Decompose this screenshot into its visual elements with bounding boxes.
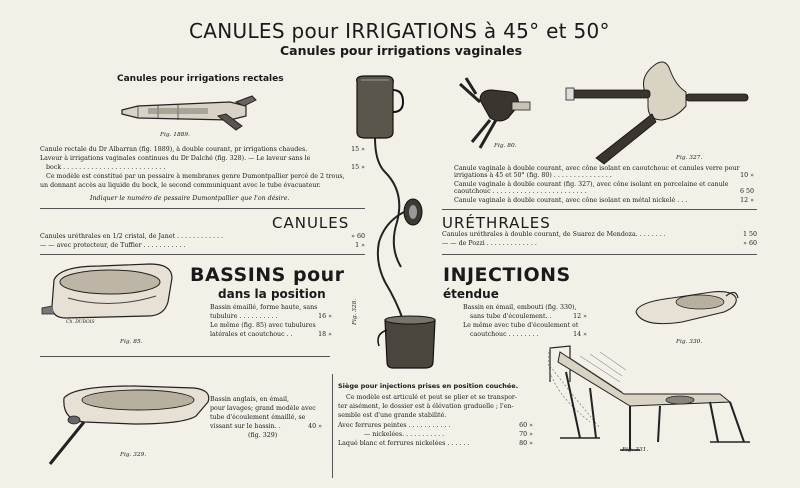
bassin-fig330-illustration bbox=[632, 284, 742, 329]
rectales-line-3: bock . . . . . . . . . . . . . . . . . . . . . . . . . . 15 » bbox=[46, 164, 365, 171]
fig-327-caption: Fig. 327. bbox=[676, 155, 703, 161]
rectales-line-1: Canule rectale du Dr Albarran (fig. 1889), à double courant, pr irrigations chaudes. 15 » bbox=[40, 146, 365, 153]
injections-line-1: Bassin en émail, embouti (fig. 330), bbox=[463, 304, 577, 311]
canule-fig327-illustration bbox=[566, 58, 756, 168]
vaginales-line-3: Canule vaginale à double courant (fig. 327), avec cône isolant en porcelaine et canule bbox=[454, 181, 729, 188]
bassins-subheading: dans la position bbox=[218, 287, 326, 301]
fig-85-caption: Fig. 85. bbox=[120, 339, 143, 345]
siege-line-3: semble est d'une grande stabilité. bbox=[338, 412, 447, 419]
divider-vertical bbox=[332, 374, 333, 478]
canule-fig80-illustration bbox=[450, 72, 540, 152]
urethrales-heading: URÉTHRALES bbox=[442, 214, 551, 232]
vaginales-line-2: irrigations à 45 et 50° (fig. 80) . . . . . . . . . . . . . . . 10 » bbox=[454, 172, 754, 179]
bassins-line-4: latérales et caoutchouc . . 18 » bbox=[210, 331, 332, 338]
siege-fig331-illustration bbox=[530, 342, 770, 462]
fig-331-caption: Fig. 331. bbox=[622, 447, 649, 453]
anglais-line-5: (fig. 329) bbox=[248, 432, 278, 439]
siege-line-4: Avec ferrures peintes . . . . . . . . . . . 60 » bbox=[338, 422, 533, 429]
signature-dubois: Ch. DUBOIS bbox=[66, 320, 95, 325]
injections-heading: INJECTIONS bbox=[443, 264, 571, 286]
rectales-line-2: Laveur à irrigations vaginales continues du Dr Dalché (fig. 328). — Le laveur sans le bbox=[40, 155, 311, 162]
fig-330-caption: Fig. 330. bbox=[676, 339, 703, 345]
canules-line-2: — — avec protecteur, de Tuffier . . . . . . . . . . . 1 » bbox=[40, 242, 365, 249]
fig-1889-caption: Fig. 1889. bbox=[160, 132, 190, 138]
siege-line-5: — nickelées. . . . . . . . . . . 70 » bbox=[364, 431, 533, 438]
vaginales-line-5: Canule vaginale à double courant, avec cône isolant en métal nickelé . . . 12 » bbox=[454, 197, 754, 204]
divider-left-3 bbox=[40, 356, 330, 357]
page-title: CANULES pour IRRIGATIONS à 45° et 50° bbox=[189, 19, 610, 43]
rectales-line-5: un donnant accès au liquide du bock, le second communiquant avec le tube évacuateur. bbox=[40, 182, 321, 189]
rectales-heading: Canules pour irrigations rectales bbox=[117, 74, 284, 84]
bassins-line-3: Le même (fig. 85) avec tubulures bbox=[210, 322, 316, 329]
divider-right-2 bbox=[442, 254, 757, 255]
vaginales-line-1: Canule vaginale à double courant, avec cône isolant en caoutchouc et canules verre pour bbox=[454, 165, 740, 172]
siege-line-1: Ce modèle est articulé et peut se plier et se transpor- bbox=[346, 394, 518, 401]
laveur-bock-illustration bbox=[345, 72, 455, 382]
rectales-line-4: Ce modèle est constitué par un pessaire à membranes genre Dumontpallier percé de 2 trous, bbox=[46, 173, 345, 180]
fig-329-caption: Fig. 329. bbox=[120, 452, 147, 458]
urethrales-line-1: Canules uréthrales à double courant, de Suarez de Mendoza. . . . . . . . 1 50 bbox=[442, 231, 757, 238]
canules-heading: CANULES bbox=[272, 214, 350, 232]
fig-80-caption: Fig. 80. bbox=[494, 143, 517, 149]
divider-left-1 bbox=[40, 208, 365, 209]
urethrales-line-2: — — de Pozzi . . . . . . . . . . . . . » 60 bbox=[442, 240, 757, 247]
bassin-fig85-illustration bbox=[40, 258, 180, 338]
anglais-line-2: pour lavages; grand modèle avec bbox=[210, 405, 316, 412]
anglais-line-3: tube d'écoulement émaillé, se bbox=[210, 414, 306, 421]
divider-right-1 bbox=[442, 209, 757, 210]
siege-line-6: Laqué blanc et ferrures nickelées . . . . . . 80 » bbox=[338, 440, 533, 447]
siege-heading: Siège pour injections prises en position couchée. bbox=[338, 382, 519, 390]
anglais-line-1: Bassin anglais, en émail, bbox=[210, 396, 290, 403]
injections-line-4: caoutchouc . . . . . . . . 14 » bbox=[470, 331, 587, 338]
bassins-line-1: Bassin émaillé, forme haute, sans bbox=[210, 304, 318, 311]
canules-line-1: Canules uréthrales en 1/2 cristal, de Janet . . . . . . . . . . . . » 60 bbox=[40, 233, 365, 240]
divider-left-2 bbox=[40, 254, 365, 255]
anglais-line-4: vissant sur le bassin. . 40 » bbox=[210, 423, 322, 430]
injections-subheading: étendue bbox=[443, 287, 499, 301]
fig-328-caption: Fig. 328. bbox=[352, 298, 358, 325]
injections-line-2: sans tube d'écoulement. . 12 » bbox=[470, 313, 587, 320]
page-subtitle: Canules pour irrigations vaginales bbox=[280, 43, 523, 58]
bassins-heading: BASSINS pour bbox=[190, 264, 345, 286]
rectales-line-6: Indiquer le numéro de pessaire Dumontpallier que l'on désire. bbox=[90, 195, 290, 202]
bassins-line-2: tubulure . . . . . . . . . . 16 » bbox=[210, 313, 332, 320]
siege-line-2: ter aisément, le dossier est à élévation graduelle ; l'en- bbox=[338, 403, 514, 410]
injections-line-3: Le même avec tube d'écoulement et bbox=[463, 322, 579, 329]
vaginales-line-4: caoutchouc . . . . . . . . . . . . . . . . . . . . . . . . 6 50 bbox=[454, 188, 754, 195]
